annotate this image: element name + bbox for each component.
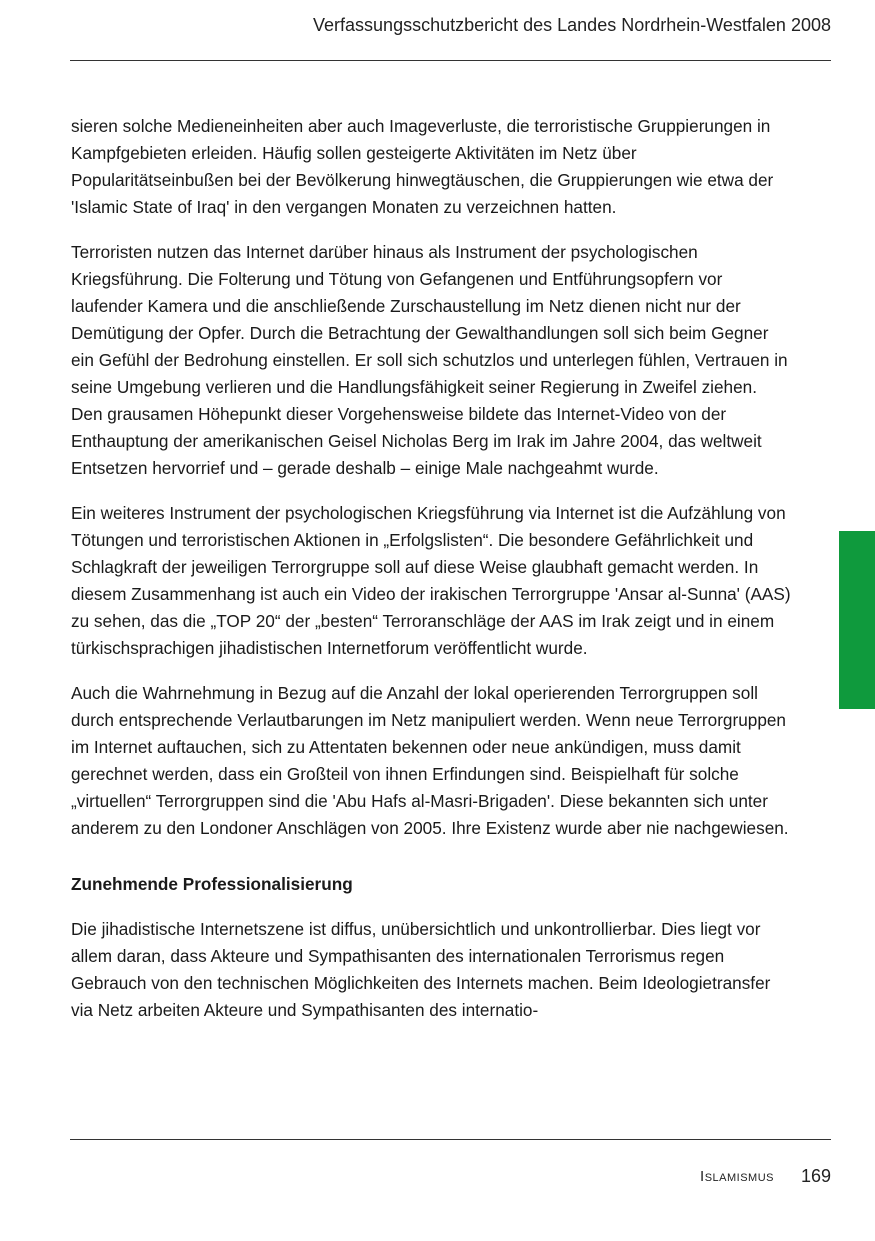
running-header: Verfassungsschutzbericht des Landes Nordrhein-Westfalen 2008: [313, 15, 831, 35]
section-heading: Zunehmende Professionalisierung: [71, 874, 353, 894]
footer-divider: [70, 1139, 831, 1140]
page-body: [71, 113, 791, 1042]
page-number: 169: [800, 1166, 831, 1186]
body-paragraph: Auch die Wahrnehmung in Bezug auf die Anzahl der lokal operierenden Terrorgruppen soll durch entsprechende Verlautbarungen im Netz manipuliert werden. Wenn neue Terrorgruppen im Internet auftauchen, sich zu Attentaten bekennen oder neue ankündigen, muss damit gerechnet werden, dass ein Großteil von ihnen Erfindungen sind. Beispielhaft für solche „virtuellen“ Terrorgruppen sind die 'Abu Hafs al-Masri-Brigaden'. Diese bekannten sich unter anderem zu den Londoner Anschlägen von 2005. Ihre Existenz wurde aber nie nachgewiesen.: [71, 683, 789, 838]
footer-section-label: Islamismus: [700, 1168, 774, 1185]
body-paragraph: Ein weiteres Instrument der psychologischen Kriegsführung via Internet ist die Aufzählung von Tötungen und terroristischen Aktionen in „Erfolgslisten“. Die besondere Gefährlichkeit und Schlagkraft der jeweiligen Terrorgruppe soll auf diese Weise glaubhaft gemacht werden. In diesem Zusammenhang ist auch ein Video der irakischen Terrorgruppe 'Ansar al-Sunna' (AAS) zu sehen, das die „TOP 20“ der „besten“ Terroranschläge der AAS im Irak zeigt und in einem türkischsprachigen jihadistischen Internetforum veröffentlicht wurde.: [71, 503, 791, 658]
header-divider: [70, 60, 831, 61]
body-paragraph: Terroristen nutzen das Internet darüber hinaus als Instrument der psychologischen Kriegsführung. Die Folterung und Tötung von Gefangenen und Entführungsopfern vor laufender Kamera und die anschließende Zurschaustellung im Netz dienen nicht nur der Demütigung der Opfer. Durch die Betrachtung der Gewalthandlungen soll sich beim Gegner ein Gefühl der Bedrohung einstellen. Er soll sich schutzlos und unterlegen fühlen, Vertrauen in seine Umgebung verlieren und die Handlungsfähigkeit seiner Regierung in Zweifel ziehen. Den grausamen Höhepunkt dieser Vorgehensweise bildete das Internet-Video von der Enthauptung der amerikanischen Geisel Nicholas Berg im Irak im Jahre 2004, das weltweit Entsetzen hervorrief und – gerade deshalb – einige Male nachgeahmt wurde.: [71, 242, 788, 478]
body-paragraph: sieren solche Medieneinheiten aber auch Imageverluste, die terroristische Gruppierungen in Kampfgebieten erleiden. Häufig sollen gesteigerte Aktivitäten im Netz über Popularitätseinbußen bei der Bevölkerung hinwegtäuschen, die Gruppierungen wie etwa der 'Islamic State of Iraq' in den vergangen Monaten zu verzeichnen hatten.: [71, 116, 774, 217]
body-paragraph: Die jihadistische Internetszene ist diffus, unübersichtlich und unkontrollierbar. Dies liegt vor allem daran, dass Akteure und Sympathisanten des internationalen Terrorismus regen Gebrauch von den technischen Möglichkeiten des Internets machen. Beim Ideologietransfer via Netz arbeiten Akteure und Sympathisanten des internatio-: [71, 919, 771, 1020]
section-marker-tab: [839, 531, 875, 709]
